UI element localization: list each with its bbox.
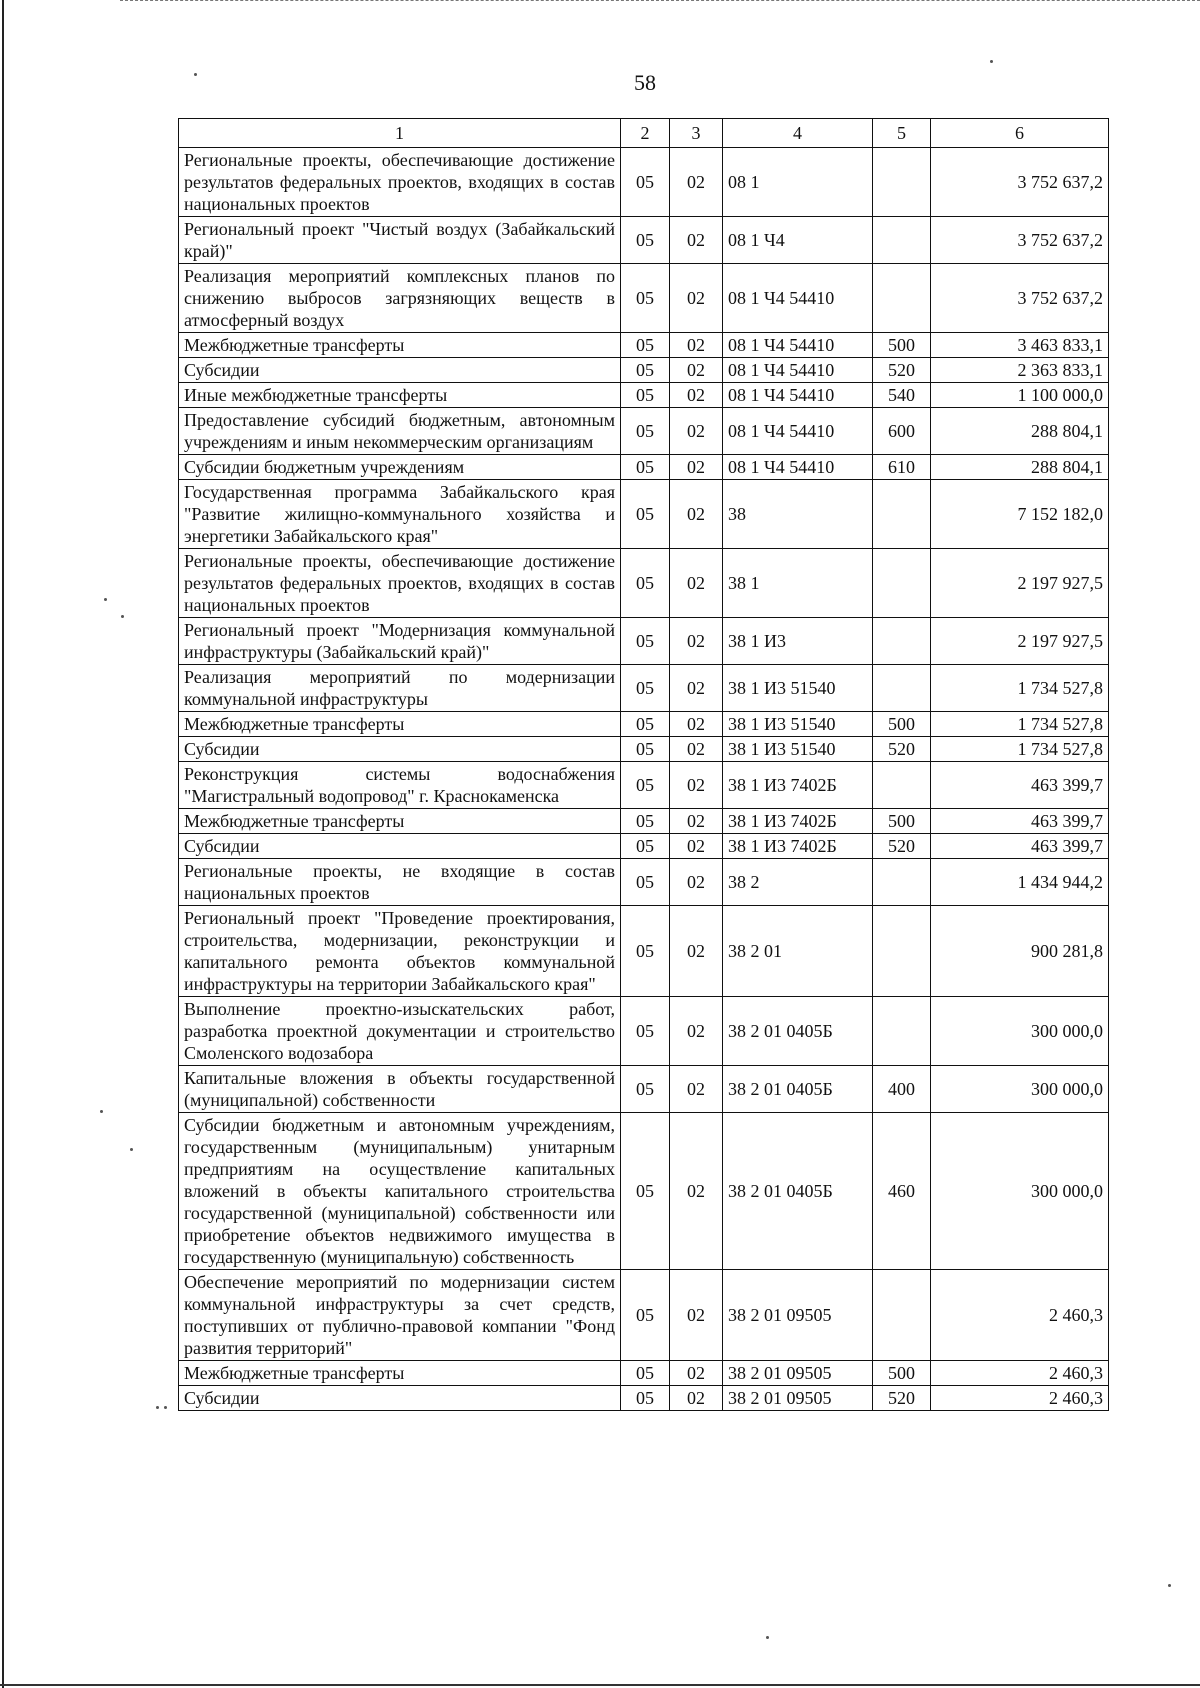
subsection-code-cell: 02 — [670, 809, 723, 834]
column-header-4: 4 — [723, 119, 873, 148]
scan-speck — [990, 60, 993, 63]
expense-type-code-cell: 500 — [873, 333, 931, 358]
section-code-cell: 05 — [621, 1270, 670, 1361]
row-name-cell: Региональные проекты, не входящие в состав национальных проектов — [179, 859, 621, 906]
amount-cell: 1 100 000,0 — [931, 383, 1109, 408]
section-code-cell: 05 — [621, 712, 670, 737]
row-name-cell: Межбюджетные трансферты — [179, 333, 621, 358]
target-item-code-cell: 38 2 — [723, 859, 873, 906]
row-name-cell: Субсидии — [179, 737, 621, 762]
scan-speck — [156, 1406, 159, 1409]
table-row — [179, 333, 1109, 358]
row-name-cell: Межбюджетные трансферты — [179, 712, 621, 737]
amount-cell: 300 000,0 — [931, 997, 1109, 1066]
column-header-6: 6 — [931, 119, 1109, 148]
section-code-cell: 05 — [621, 834, 670, 859]
expense-type-code-cell: 400 — [873, 1066, 931, 1113]
expense-type-code-cell: 540 — [873, 383, 931, 408]
table-row — [179, 1270, 1109, 1361]
section-code-cell: 05 — [621, 762, 670, 809]
section-code-cell: 05 — [621, 480, 670, 549]
table-row — [179, 455, 1109, 480]
subsection-code-cell: 02 — [670, 1270, 723, 1361]
table-row — [179, 906, 1109, 997]
subsection-code-cell: 02 — [670, 1066, 723, 1113]
row-name-cell: Субсидии — [179, 1386, 621, 1411]
header-row — [179, 119, 1109, 148]
section-code-cell: 05 — [621, 809, 670, 834]
target-item-code-cell: 38 1 И3 7402Б — [723, 834, 873, 859]
target-item-code-cell: 08 1 Ч4 54410 — [723, 264, 873, 333]
column-header-1: 1 — [179, 119, 621, 148]
row-name-cell: Региональные проекты, обеспечивающие достижение результатов федеральных проектов, входящих в состав национальных проектов — [179, 148, 621, 217]
table-row — [179, 859, 1109, 906]
subsection-code-cell: 02 — [670, 997, 723, 1066]
expense-type-code-cell: 520 — [873, 358, 931, 383]
row-name-cell: Обеспечение мероприятий по модернизации систем коммунальной инфраструктуры за счет средств, поступивших от публично-правовой компании "Фонд развития территорий" — [179, 1270, 621, 1361]
target-item-code-cell: 08 1 Ч4 54410 — [723, 408, 873, 455]
table-row — [179, 712, 1109, 737]
expense-type-code-cell — [873, 549, 931, 618]
row-name-cell: Субсидии бюджетным и автономным учреждениям, государственным (муниципальным) унитарным предприятиям на осуществление капитальных вложений в объекты капитального строительства государственной (муниципальной) собственности или приобретение объектов недвижимого имущества в государственную (муниципальную) собственность — [179, 1113, 621, 1270]
target-item-code-cell: 38 1 И3 51540 — [723, 665, 873, 712]
table-row — [179, 1113, 1109, 1270]
row-name-cell: Региональный проект "Проведение проектирования, строительства, модернизации, реконструкции и капитального ремонта объектов коммунальной инфраструктуры на территории Забайкальского края" — [179, 906, 621, 997]
row-name-cell: Реализация мероприятий комплексных планов по снижению выбросов загрязняющих веществ в атмосферный воздух — [179, 264, 621, 333]
expense-type-code-cell — [873, 997, 931, 1066]
section-code-cell: 05 — [621, 333, 670, 358]
expense-type-code-cell: 610 — [873, 455, 931, 480]
row-name-cell: Региональный проект "Чистый воздух (Забайкальский край)" — [179, 217, 621, 264]
row-name-cell: Реализация мероприятий по модернизации коммунальной инфраструктуры — [179, 665, 621, 712]
subsection-code-cell: 02 — [670, 1113, 723, 1270]
expense-type-code-cell: 520 — [873, 737, 931, 762]
row-name-cell: Межбюджетные трансферты — [179, 1361, 621, 1386]
amount-cell: 463 399,7 — [931, 809, 1109, 834]
target-item-code-cell: 08 1 Ч4 54410 — [723, 383, 873, 408]
subsection-code-cell: 02 — [670, 1361, 723, 1386]
amount-cell: 3 752 637,2 — [931, 148, 1109, 217]
amount-cell: 300 000,0 — [931, 1066, 1109, 1113]
column-header-3: 3 — [670, 119, 723, 148]
table-row — [179, 618, 1109, 665]
section-code-cell: 05 — [621, 358, 670, 383]
subsection-code-cell: 02 — [670, 618, 723, 665]
section-code-cell: 05 — [621, 264, 670, 333]
target-item-code-cell: 38 2 01 09505 — [723, 1361, 873, 1386]
section-code-cell: 05 — [621, 859, 670, 906]
section-code-cell: 05 — [621, 665, 670, 712]
amount-cell: 2 460,3 — [931, 1270, 1109, 1361]
column-header-5: 5 — [873, 119, 931, 148]
table-row — [179, 809, 1109, 834]
scan-top-edge — [120, 0, 1200, 3]
expense-type-code-cell — [873, 618, 931, 665]
target-item-code-cell: 38 2 01 0405Б — [723, 1066, 873, 1113]
table-row — [179, 1066, 1109, 1113]
table-row — [179, 383, 1109, 408]
expense-type-code-cell: 520 — [873, 834, 931, 859]
amount-cell: 1 734 527,8 — [931, 712, 1109, 737]
amount-cell: 463 399,7 — [931, 762, 1109, 809]
table-row — [179, 217, 1109, 264]
section-code-cell: 05 — [621, 906, 670, 997]
target-item-code-cell: 38 2 01 0405Б — [723, 997, 873, 1066]
amount-cell: 300 000,0 — [931, 1113, 1109, 1270]
scan-speck — [104, 598, 107, 601]
section-code-cell: 05 — [621, 1361, 670, 1386]
expense-type-code-cell — [873, 148, 931, 217]
subsection-code-cell: 02 — [670, 1386, 723, 1411]
subsection-code-cell: 02 — [670, 762, 723, 809]
subsection-code-cell: 02 — [670, 906, 723, 997]
row-name-cell: Субсидии — [179, 834, 621, 859]
target-item-code-cell: 38 — [723, 480, 873, 549]
scan-speck — [121, 615, 124, 618]
target-item-code-cell: 08 1 Ч4 — [723, 217, 873, 264]
row-name-cell: Субсидии — [179, 358, 621, 383]
target-item-code-cell: 08 1 Ч4 54410 — [723, 358, 873, 383]
amount-cell: 3 463 833,1 — [931, 333, 1109, 358]
target-item-code-cell: 38 2 01 09505 — [723, 1386, 873, 1411]
expense-type-code-cell: 600 — [873, 408, 931, 455]
target-item-code-cell: 08 1 Ч4 54410 — [723, 333, 873, 358]
row-name-cell: Предоставление субсидий бюджетным, автономным учреждениям и иным некоммерческим организациям — [179, 408, 621, 455]
amount-cell: 7 152 182,0 — [931, 480, 1109, 549]
column-header-2: 2 — [621, 119, 670, 148]
row-name-cell: Реконструкция системы водоснабжения "Магистральный водопровод" г. Краснокаменска — [179, 762, 621, 809]
scan-speck — [766, 1636, 769, 1639]
table-row — [179, 549, 1109, 618]
scan-speck — [100, 1110, 103, 1113]
subsection-code-cell: 02 — [670, 549, 723, 618]
target-item-code-cell: 38 1 — [723, 549, 873, 618]
target-item-code-cell: 08 1 — [723, 148, 873, 217]
table-row — [179, 834, 1109, 859]
table-row — [179, 1386, 1109, 1411]
row-name-cell: Капитальные вложения в объекты государственной (муниципальной) собственности — [179, 1066, 621, 1113]
target-item-code-cell: 38 1 И3 51540 — [723, 737, 873, 762]
expense-type-code-cell — [873, 859, 931, 906]
table-row — [179, 480, 1109, 549]
table-body — [179, 148, 1109, 1411]
budget-table — [178, 118, 1109, 1411]
subsection-code-cell: 02 — [670, 333, 723, 358]
amount-cell: 2 197 927,5 — [931, 549, 1109, 618]
expense-type-code-cell — [873, 264, 931, 333]
subsection-code-cell: 02 — [670, 358, 723, 383]
section-code-cell: 05 — [621, 1386, 670, 1411]
table-row — [179, 665, 1109, 712]
amount-cell: 3 752 637,2 — [931, 217, 1109, 264]
amount-cell: 3 752 637,2 — [931, 264, 1109, 333]
subsection-code-cell: 02 — [670, 455, 723, 480]
row-name-cell: Государственная программа Забайкальского края "Развитие жилищно-коммунального хозяйства и энергетики Забайкальского края" — [179, 480, 621, 549]
expense-type-code-cell — [873, 665, 931, 712]
scan-speck — [130, 1148, 133, 1151]
section-code-cell: 05 — [621, 383, 670, 408]
section-code-cell: 05 — [621, 148, 670, 217]
expense-type-code-cell: 520 — [873, 1386, 931, 1411]
table-row — [179, 408, 1109, 455]
target-item-code-cell: 38 2 01 0405Б — [723, 1113, 873, 1270]
row-name-cell: Субсидии бюджетным учреждениям — [179, 455, 621, 480]
subsection-code-cell: 02 — [670, 859, 723, 906]
row-name-cell: Выполнение проектно-изыскательских работ, разработка проектной документации и строительство Смоленского водозабора — [179, 997, 621, 1066]
table-row — [179, 148, 1109, 217]
target-item-code-cell: 38 1 И3 7402Б — [723, 809, 873, 834]
section-code-cell: 05 — [621, 618, 670, 665]
row-name-cell: Региональный проект "Модернизация коммунальной инфраструктуры (Забайкальский край)" — [179, 618, 621, 665]
section-code-cell: 05 — [621, 997, 670, 1066]
expense-type-code-cell — [873, 762, 931, 809]
subsection-code-cell: 02 — [670, 264, 723, 333]
row-name-cell: Региональные проекты, обеспечивающие достижение результатов федеральных проектов, входящих в состав национальных проектов — [179, 549, 621, 618]
target-item-code-cell: 38 1 И3 — [723, 618, 873, 665]
expense-type-code-cell: 500 — [873, 809, 931, 834]
amount-cell: 1 734 527,8 — [931, 737, 1109, 762]
expense-type-code-cell: 460 — [873, 1113, 931, 1270]
amount-cell: 1 434 944,2 — [931, 859, 1109, 906]
target-item-code-cell: 38 1 И3 51540 — [723, 712, 873, 737]
scan-bottom-edge — [0, 1684, 1200, 1686]
subsection-code-cell: 02 — [670, 383, 723, 408]
section-code-cell: 05 — [621, 737, 670, 762]
subsection-code-cell: 02 — [670, 148, 723, 217]
section-code-cell: 05 — [621, 408, 670, 455]
section-code-cell: 05 — [621, 1066, 670, 1113]
amount-cell: 288 804,1 — [931, 455, 1109, 480]
expense-type-code-cell — [873, 906, 931, 997]
scan-speck — [1168, 1584, 1171, 1587]
section-code-cell: 05 — [621, 455, 670, 480]
target-item-code-cell: 38 1 И3 7402Б — [723, 762, 873, 809]
amount-cell: 2 363 833,1 — [931, 358, 1109, 383]
amount-cell: 900 281,8 — [931, 906, 1109, 997]
expense-type-code-cell — [873, 217, 931, 264]
amount-cell: 1 734 527,8 — [931, 665, 1109, 712]
table-row — [179, 264, 1109, 333]
subsection-code-cell: 02 — [670, 480, 723, 549]
amount-cell: 2 460,3 — [931, 1361, 1109, 1386]
table-row — [179, 762, 1109, 809]
amount-cell: 2 460,3 — [931, 1386, 1109, 1411]
section-code-cell: 05 — [621, 217, 670, 264]
amount-cell: 463 399,7 — [931, 834, 1109, 859]
expense-type-code-cell: 500 — [873, 712, 931, 737]
expense-type-code-cell: 500 — [873, 1361, 931, 1386]
table-row — [179, 358, 1109, 383]
amount-cell: 2 197 927,5 — [931, 618, 1109, 665]
page-number: 58 — [634, 70, 656, 95]
subsection-code-cell: 02 — [670, 217, 723, 264]
target-item-code-cell: 38 2 01 — [723, 906, 873, 997]
scan-speck — [164, 1406, 167, 1409]
subsection-code-cell: 02 — [670, 834, 723, 859]
table-row — [179, 1361, 1109, 1386]
expense-type-code-cell — [873, 1270, 931, 1361]
target-item-code-cell: 38 2 01 09505 — [723, 1270, 873, 1361]
scan-left-edge — [2, 0, 4, 1688]
table-row — [179, 997, 1109, 1066]
section-code-cell: 05 — [621, 549, 670, 618]
expense-type-code-cell — [873, 480, 931, 549]
section-code-cell: 05 — [621, 1113, 670, 1270]
table-row — [179, 737, 1109, 762]
subsection-code-cell: 02 — [670, 408, 723, 455]
target-item-code-cell: 08 1 Ч4 54410 — [723, 455, 873, 480]
subsection-code-cell: 02 — [670, 665, 723, 712]
row-name-cell: Иные межбюджетные трансферты — [179, 383, 621, 408]
row-name-cell: Межбюджетные трансферты — [179, 809, 621, 834]
subsection-code-cell: 02 — [670, 737, 723, 762]
amount-cell: 288 804,1 — [931, 408, 1109, 455]
subsection-code-cell: 02 — [670, 712, 723, 737]
